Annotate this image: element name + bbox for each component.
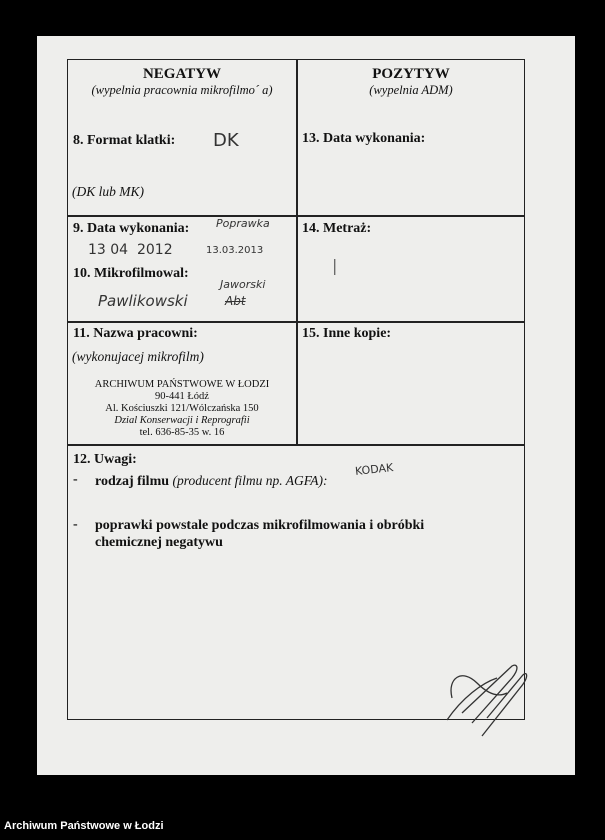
negative-header: NEGATYW [142,66,222,82]
workshop-label: 11. Nazwa pracowni: [73,326,198,341]
address-line: ARCHIWUM PAŃSTWOWE W ŁODZI [94,379,270,390]
film-type-hint: (producent filmu np. AGFA): [172,473,328,488]
workshop-address [68,379,296,439]
notes-label: 12. Uwagi: [73,452,137,467]
date-annotation: Poprawka [216,217,270,230]
bullet: - [73,472,78,487]
form-table [67,59,525,720]
positive-date-label: 13. Data wykonania: [302,131,426,146]
positive-header: POZYTYW [372,66,450,82]
date-label: 9. Data wykonania: [73,221,190,236]
copies-section [297,322,525,444]
length-label: 14. Metraż: [302,221,372,236]
length-section [297,216,525,321]
address-line: Dzial Konserwacji i Reprografii [114,415,250,426]
operator-annotation: Jaworski [220,278,266,291]
workshop-section [68,322,296,444]
film-type-line [95,472,328,490]
positive-subheader: (wypelnia ADM) [369,83,453,97]
negative-section [68,60,296,215]
address-line: 90-441 Łódź [155,391,209,402]
film-type-value: KODAK [354,461,394,478]
workshop-hint: (wykonujacej mikrofilm) [72,349,204,364]
format-label: 8. Format klatki: [73,133,176,148]
date-correction: 13.03.2013 [206,245,264,256]
negative-subheader: (wypelnia pracownia mikrofilmo´ a) [91,83,273,97]
format-hint: (DK lub MK) [72,184,144,199]
corrections-text: poprawki powstale podczas mikrofilmowania i obróbki chemicznej negatywu [95,518,425,550]
copies-label: 15. Inne kopie: [302,326,392,341]
bullet: - [73,517,78,532]
positive-section [297,60,525,215]
address-line: Al. Kościuszki 121/Wólczańska 150 [105,403,259,414]
operator-annotation-2: Abt [225,294,246,308]
operator-label: 10. Mikrofilmowal: [73,266,189,281]
document-page [37,36,575,775]
signature-icon [442,658,532,738]
address-line: tel. 636-85-35 w. 16 [139,427,225,438]
operator-value: Pawlikowski [98,292,188,310]
archive-footer: Archiwum Państwowe w Łodzi [4,820,164,832]
length-value: | [332,256,338,275]
format-value: DK [213,130,239,151]
date-operator-section [68,216,296,321]
film-type-label: rodzaj filmu [95,474,170,489]
date-value: 13 04 2012 [88,242,173,258]
